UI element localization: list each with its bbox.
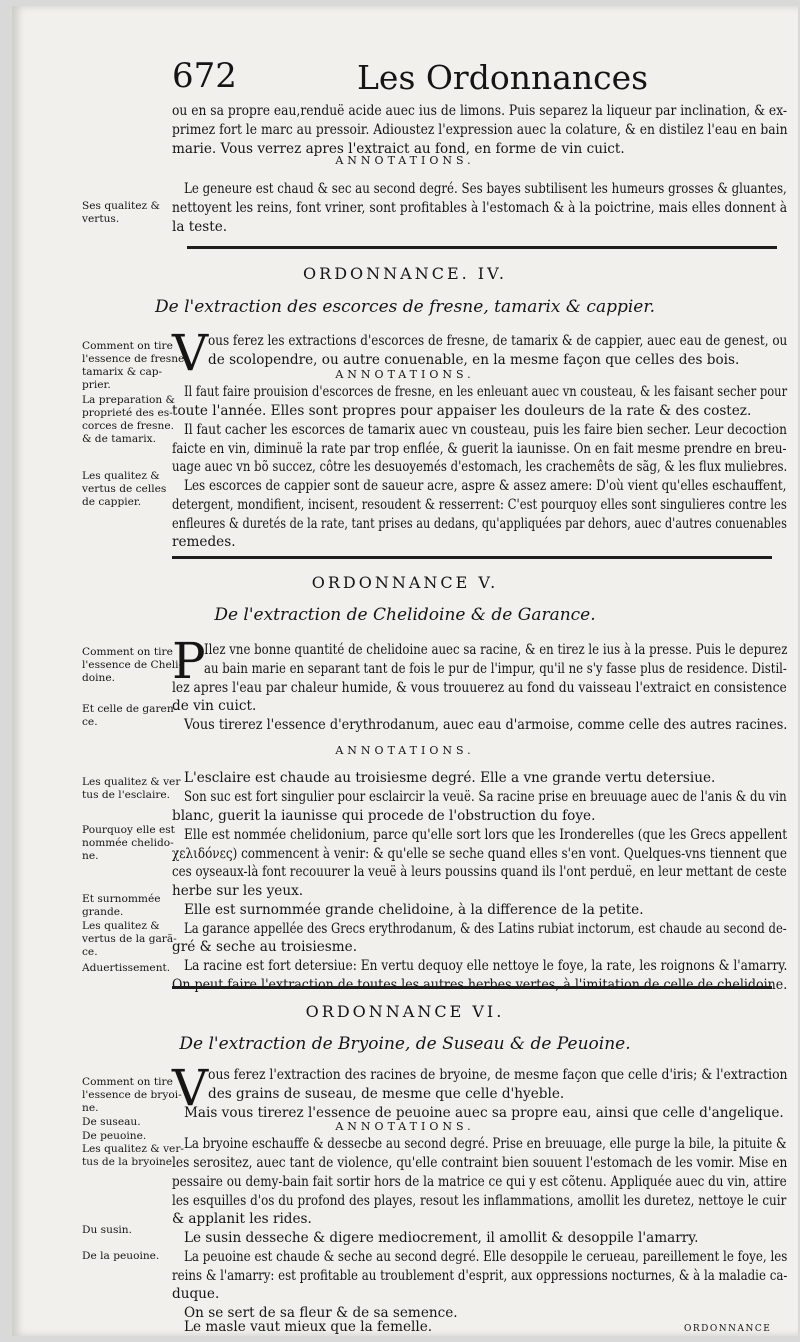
text-line: de scolopendre, ou autre conuenable, en la mesme façon que celles des bois. [208, 352, 740, 368]
margin-note: Et surnommée [82, 893, 161, 905]
margin-note: La preparation & [82, 394, 175, 406]
margin-note: de cappier. [82, 496, 142, 508]
margin-note: tus de la bryoine. [82, 1156, 176, 1168]
margin-note: tus de l'esclaire. [82, 789, 171, 801]
text-line: enfleures & duretés de la rate, tant prises au dedans, qu'appliquées par dehors, auec d'autres conuenables [172, 516, 787, 532]
book-page [12, 6, 798, 1336]
margin-note: ce. [82, 946, 98, 958]
margin-note: nommée chelido- [82, 837, 174, 849]
margin-note: grande. [82, 906, 124, 918]
running-title: Les Ordonnances [357, 58, 649, 97]
drop-initial: P [172, 632, 206, 690]
section-rule [172, 556, 772, 559]
text-line: χελιδόνες) commencent à venir: & qu'elle se seche quand elles s'en vont. Quelques-vns tiennent que [172, 846, 788, 862]
margin-note: Les qualitez & ver [82, 776, 181, 788]
margin-note: De suseau. [82, 1116, 141, 1128]
margin-note: l'essence de bryoi- [82, 1089, 182, 1101]
text-line: ous ferez les extractions d'escorces de fresne, de tamarix & de cappier, auec eau de genest, ou [208, 333, 788, 349]
text-line: Il faut cacher les escorces de tamarix auec vn cousteau, puis les faire bien secher. Leur decoction [184, 422, 787, 438]
page-number: 672 [172, 56, 237, 96]
margin-note: Aduertissement. [82, 962, 171, 974]
section-rule [172, 986, 772, 989]
text-line: Vous tirerez l'essence d'erythrodanum, auec eau d'armoise, comme celle des autres racines. [184, 717, 788, 733]
text-line: uage auec vn bõ succez, côtre les desuoyemés d'estomach, les crachemêts de sãg, & les flux muliebres. [172, 459, 788, 475]
text-line: les serositez, auec tant de violence, qu'elle contraint bien souuent l'estomach de les vomir. Mise en [172, 1155, 788, 1171]
text-line: Mais vous tirerez l'essence de peuoine auec sa propre eau, ainsi que celle d'angelique. [184, 1105, 784, 1121]
catchword: ORDONNANCE [684, 1324, 772, 1334]
margin-note: Comment on tire [82, 646, 173, 658]
text-line: blanc, guerit la iaunisse qui procede de l'obstruction du foye. [172, 808, 596, 824]
section-heading: ORDONNANCE VI. [305, 1002, 505, 1021]
annotations-heading: ANNOTATIONS. [335, 154, 475, 167]
annotations-heading: ANNOTATIONS. [335, 1120, 475, 1133]
text-line: toute l'année. Elles sont propres pour appaiser les douleurs de la rate & des costez. [172, 403, 752, 419]
text-line: ous ferez l'extraction des racines de bryoine, de mesme façon que celle d'iris; & l'extraction [208, 1067, 788, 1083]
section-subtitle: De l'extraction des escorces de fresne, tamarix & cappier. [154, 297, 656, 317]
text-line: Elle est nommée chelidonium, parce qu'elle sort lors que les Ironderelles (que les Grecs appellent [184, 827, 788, 843]
text-line: La racine est fort detersiue: En vertu dequoy elle nettoye le foye, la rate, les roignons & l'amarry. [184, 958, 788, 974]
text-line: de vin cuict. [172, 698, 257, 714]
text-line: Les escorces de cappier sont de saueur acre, aspre & assez amere: D'où vient qu'elles eschauffent, [184, 478, 787, 494]
section-heading: ORDONNANCE V. [311, 573, 499, 592]
annotations-heading: ANNOTATIONS. [335, 744, 475, 757]
text-line: On peut faire l'extraction de toutes les autres herbes vertes, à l'imitation de celle de chelidoine. [172, 977, 788, 993]
section-rule [187, 246, 777, 249]
margin-note: vertus de celles [82, 483, 167, 495]
margin-note: De la peuoine. [82, 1250, 160, 1262]
text-line: La garance appellée des Grecs erythrodanum, & des Latins rubiat inctorum, est chaude au second de- [184, 921, 787, 937]
text-line: ces oyseaux-là font recouurer la veuë à leurs poussins quand ils l'ont perduë, en leur mettant de ceste [172, 864, 787, 880]
margin-note: Les qualitez & ver- [82, 1143, 184, 1155]
text-line: On se sert de sa fleur & de sa semence. [184, 1305, 458, 1321]
text-line: detergent, mondifient, incisent, resoudent & resserrent: C'est pourquoy elles sont singulieres contre les [172, 497, 787, 513]
margin-note: ne. [82, 850, 99, 862]
text-line: La bryoine eschauffe & dessecbe au second degré. Prise en breuuage, elle purge la bile, la pituite & [184, 1136, 787, 1152]
margin-note: tamarix & cap- [82, 366, 163, 378]
drop-initial: V [172, 324, 209, 382]
margin-note: Et celle de garen- [82, 703, 178, 715]
margin-note: doine. [82, 672, 116, 684]
text-line: au bain marie en separant tant de fois le pur de l'impur, qu'il ne s'y fasse plus de residence. Distil- [204, 661, 787, 677]
text-line: nettoyent les reins, font vriner, sont profitables à l'estomach & à la poictrine, mais elles donnent à [172, 200, 788, 216]
section-heading: ORDONNANCE. IV. [303, 264, 507, 283]
text-line: remedes. [172, 534, 236, 550]
text-line: gré & seche au troisiesme. [172, 939, 358, 955]
text-line: des grains de suseau, de mesme que celle d'hyeble. [208, 1086, 565, 1102]
text-line: Ilez vne bonne quantité de chelidoine auec sa racine, & en tirez le ius à la presse. Puis le depurez [204, 642, 788, 658]
margin-note: Comment on tire [82, 340, 173, 352]
margin-note: vertus de la garã- [82, 933, 177, 945]
margin-note: Les qualitez & [82, 470, 160, 482]
margin-note: vertus. [82, 213, 120, 225]
text-line: Le geneure est chaud & sec au second degré. Ses bayes subtilisent les humeurs grosses & gluantes, [184, 181, 787, 197]
margin-note: ne. [82, 1102, 99, 1114]
margin-note: l'essence de fresne [82, 353, 185, 365]
margin-note: Ses qualitez & [82, 200, 160, 212]
margin-note: Du susin. [82, 1224, 132, 1236]
text-line: Son suc est fort singulier pour esclaircir la veuë. Sa racine prise en breuuage auec de l'anis & du vin [184, 789, 787, 805]
text-line: faicte en vin, diminuë la rate par trop enflée, & guerit la iaunisse. On en fait mesme prendre en breu- [172, 441, 787, 457]
text-line: la teste. [172, 219, 228, 235]
drop-initial: V [172, 1059, 209, 1117]
margin-note: & de tamarix. [82, 433, 156, 445]
text-line: duque. [172, 1286, 220, 1302]
margin-note: Les qualitez & [82, 920, 160, 932]
section-subtitle: De l'extraction de Chelidoine & de Garance. [214, 605, 596, 625]
text-line: & applanit les rides. [172, 1211, 312, 1227]
margin-note: prier. [82, 379, 111, 391]
text-line: lez apres l'eau par chaleur humide, & vous trouuerez au fond du vaisseau l'extraict en consistence [172, 680, 787, 696]
margin-note: De peuoine. [82, 1130, 147, 1142]
text-line: L'esclaire est chaude au troisiesme degré. Elle a vne grande vertu detersiue. [184, 770, 716, 786]
text-line: Il faut faire prouision d'escorces de fresne, en les enleuant auec vn cousteau, & les faisant secher pour [184, 384, 788, 400]
text-line: primez fort le marc au pressoir. Adioustez l'expression auec la colature, & en distilez l'eau en bain [172, 122, 788, 138]
text-line: les esquilles d'os du profond des playes, resout les inflammations, amollit les duretez, nettoye le cuir [172, 1193, 787, 1209]
text-line: herbe sur les yeux. [172, 883, 304, 899]
section-subtitle: De l'extraction de Bryoine, de Suseau & de Peuoine. [179, 1034, 631, 1054]
margin-note: ce. [82, 716, 98, 728]
text-line: reins & l'amarry: est profitable au troublement d'esprit, aux oppressions nocturnes, & à la maladie ca- [172, 1268, 788, 1284]
margin-note: l'essence de Cheli- [82, 659, 183, 671]
margin-note: Comment on tire [82, 1076, 173, 1088]
text-line: marie. Vous verrez apres l'extraict au fond, en forme de vin cuict. [172, 141, 625, 157]
text-line: Le susin desseche & digere mediocrement, il amollit & desoppile l'amarry. [184, 1230, 699, 1246]
margin-note: Pourquoy elle est [82, 824, 175, 836]
text-line: Elle est surnommée grande chelidoine, à la difference de la petite. [184, 902, 644, 918]
text-line: pessaire ou demy-bain fait sortir hors de la matrice ce qui y est cõtenu. Appliquée auec du vin, attire [172, 1174, 787, 1190]
margin-note: proprieté des es- [82, 407, 173, 419]
text-line: Le masle vaut mieux que la femelle. [184, 1319, 433, 1335]
margin-note: corces de fresne. [82, 420, 174, 432]
text-line: La peuoine est chaude & seche au second degré. Elle desoppile le cerueau, pareillement le foye, les [184, 1249, 788, 1265]
text-line: ou en sa propre eau,renduë acide auec ius de limons. Puis separez la liqueur par inclination, & ex- [172, 103, 788, 119]
annotations-heading: ANNOTATIONS. [335, 368, 475, 381]
